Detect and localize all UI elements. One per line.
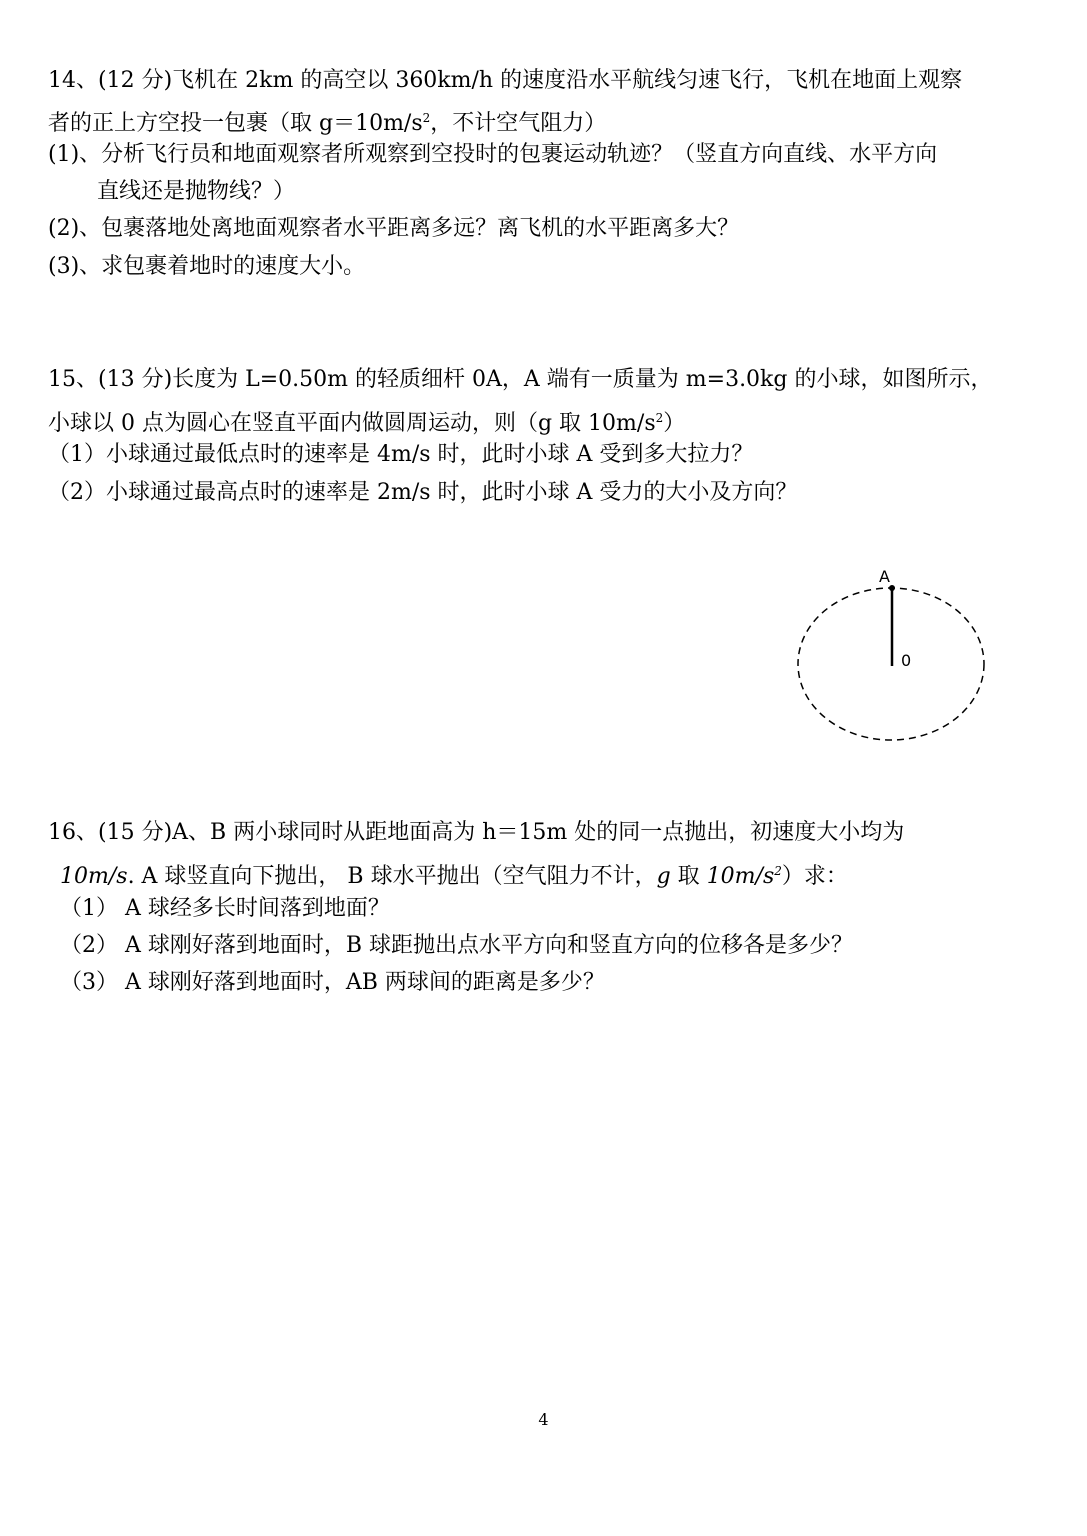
q14-line2-sup: 2 [422,111,431,125]
q15-line2-sup: 2 [655,411,664,425]
q15-part1: （1）小球通过最低点时的速率是 4m/s 时，此时小球 A 受到多大拉力？ [48,442,754,467]
q16-line2-end: ）求： [781,864,848,889]
page-number: 4 [538,1410,549,1429]
q14-part1-line1: (1)、分析飞行员和地面观察者所观察到空投时的包裹运动轨迹？（竖直方向直线、水平方向 [48,142,938,167]
label-o: 0 [901,651,912,670]
q16-line2-g: g [656,864,671,889]
label-a: A [879,567,890,586]
q15-line2 [48,403,685,439]
q14-line2-a: 者的正上方空投一包裹（取 g＝10m/s [48,111,423,136]
q16-line2 [60,856,848,892]
q16-line2-mid2: 取 [670,864,707,889]
q16-line2-v0: 10m/s [60,864,128,889]
q15-line2-a: 小球以 0 点为圆心在竖直平面内做圆周运动，则（g 取 10m/s [48,411,656,436]
q15-line2-b: ） [663,411,686,436]
q14-part1-line2: 直线还是抛物线？） [97,179,296,204]
q16-line2-mid: . A 球竖直向下抛出， B 球水平抛出（空气阻力不计， [127,864,657,889]
circular-motion-figure [780,560,1010,760]
q14-part2: (2)、包裹落地处离地面观察者水平距离多远？离飞机的水平距离多大？ [48,216,740,241]
q16-line2-sup: 2 [774,864,782,878]
q16-part2: （2） A 球刚好落到地面时，B 球距抛出点水平方向和竖直方向的位移各是多少？ [60,933,854,958]
q16-part3: （3） A 球刚好落到地面时，AB 两球间的距离是多少？ [60,970,605,995]
q15-part2: （2）小球通过最高点时的速率是 2m/s 时，此时小球 A 受力的大小及方向？ [48,480,798,505]
q16-line1: 16、(15 分)A、B 两小球同时从距地面高为 h＝15m 处的同一点抛出，初速度大小均为 [48,820,905,845]
q14-line2 [48,103,606,139]
q14-part3: (3)、求包裹着地时的速度大小。 [48,254,366,279]
q15-line1: 15、(13 分)长度为 L=0.50m 的轻质细杆 0A，A 端有一质量为 m=3.0kg 的小球，如图所示， [48,367,993,392]
q14-line2-b: ，不计空气阻力） [430,111,607,136]
q16-line2-gval: 10m/s [706,864,775,889]
q16-part1: （1） A 球经多长时间落到地面？ [60,896,390,921]
q14-line1: 14、(12 分)飞机在 2km 的高空以 360km/h 的速度沿水平航线匀速飞行，飞机在地面上观察 [48,68,963,93]
